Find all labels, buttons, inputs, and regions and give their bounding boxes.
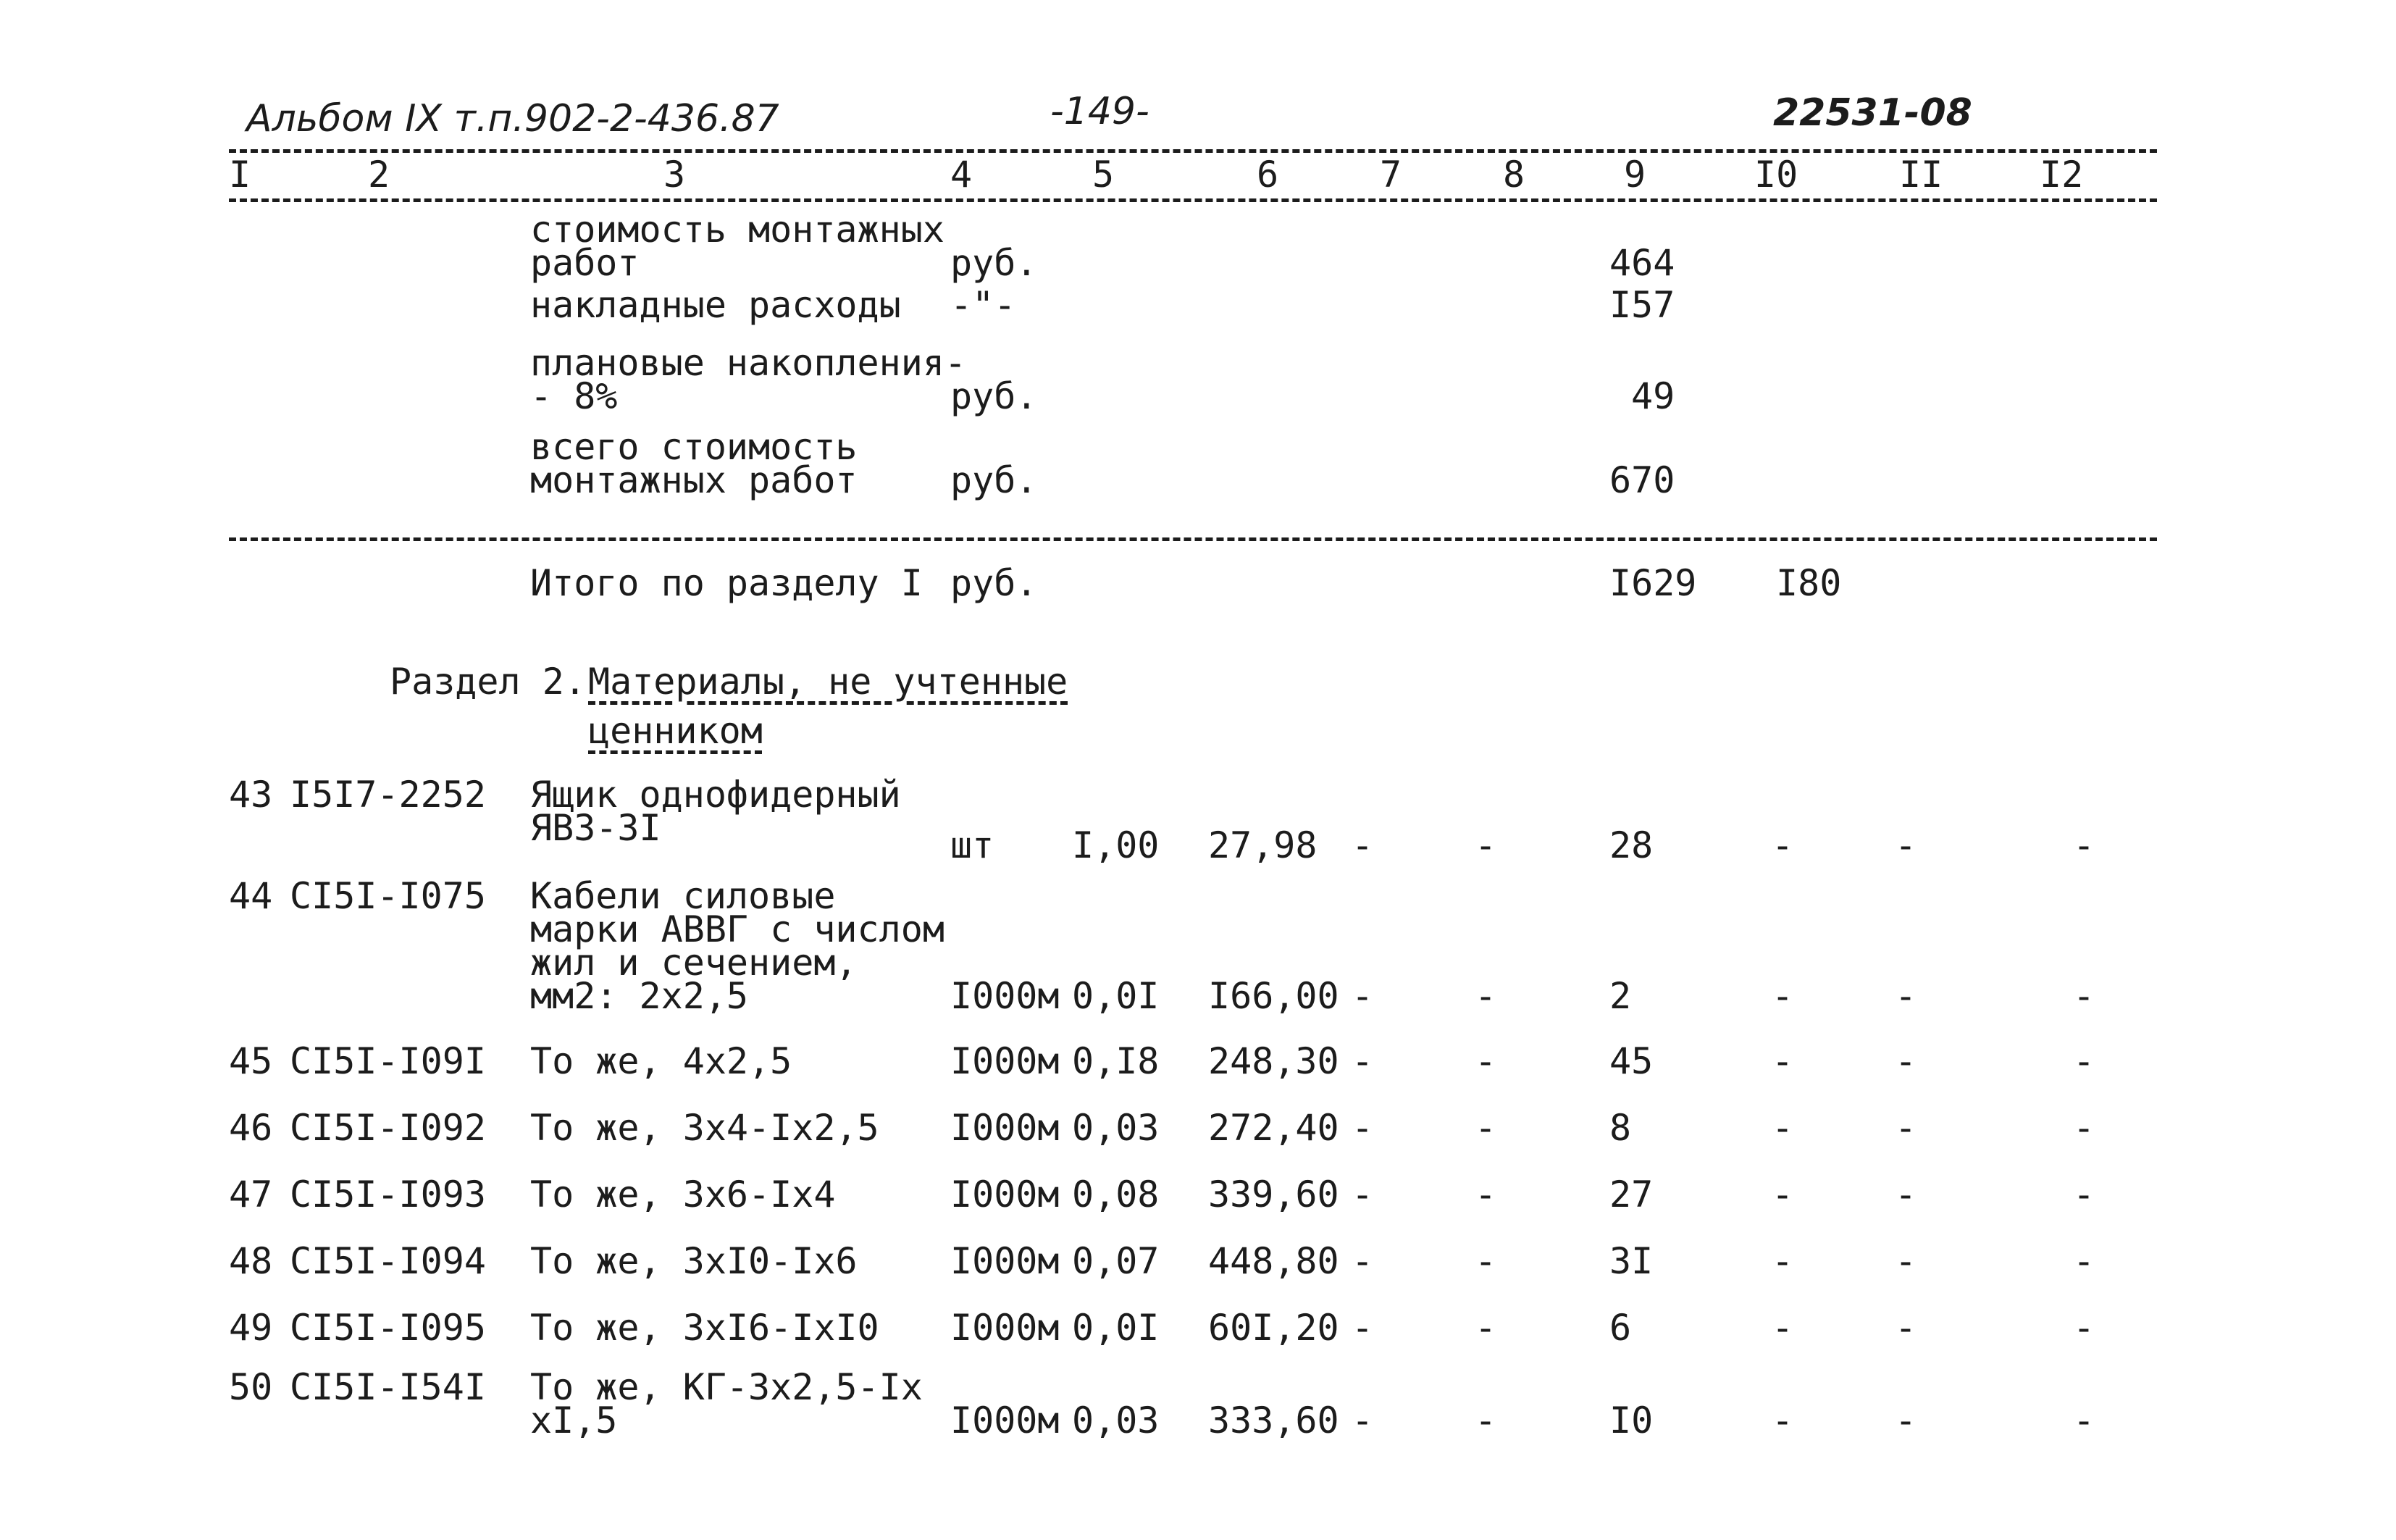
item-col10: - (1772, 1399, 1794, 1441)
item-quantity: I,00 (1072, 824, 1160, 866)
summary-row-col9: 464 (1609, 242, 1675, 284)
item-name: То же, 4х2,5 (530, 1040, 792, 1082)
item-col7: - (1352, 1040, 1374, 1082)
item-col8: - (1475, 1173, 1497, 1215)
item-quantity: 0,I8 (1072, 1040, 1160, 1082)
column-header: I2 (2040, 154, 2084, 196)
column-header: 8 (1503, 154, 1525, 196)
item-col10: - (1772, 1240, 1794, 1282)
item-number: 49 (229, 1307, 273, 1349)
item-col9: I0 (1609, 1399, 1654, 1441)
item-number: 50 (229, 1366, 273, 1408)
item-col9: 27 (1609, 1173, 1654, 1215)
item-price: 27,98 (1208, 824, 1318, 866)
item-col9: 45 (1609, 1040, 1654, 1082)
item-col8: - (1475, 1307, 1497, 1349)
item-name: То же, 3хI6-IхI0 (530, 1307, 879, 1349)
item-col9: 28 (1609, 824, 1654, 866)
item-col8: - (1475, 975, 1497, 1017)
summary-row-unit: руб. (950, 459, 1038, 501)
item-number: 47 (229, 1173, 273, 1215)
total-col9: I629 (1609, 562, 1697, 604)
item-code: CI5I-I092 (290, 1107, 486, 1149)
item-number: 45 (229, 1040, 273, 1082)
item-unit: I000м (950, 1173, 1060, 1215)
summary-row-name: стоимость монтажных работ (530, 209, 944, 284)
summary-row-unit: руб. (950, 375, 1038, 417)
item-col9: 2 (1609, 975, 1632, 1017)
header-bottom-rule (229, 198, 2157, 202)
item-col7: - (1352, 1307, 1374, 1349)
item-code: CI5I-I09I (290, 1040, 486, 1082)
total-label: Итого по разделу I (530, 562, 923, 604)
item-unit: I000м (950, 1040, 1060, 1082)
section-label: Раздел 2. (390, 661, 586, 703)
column-header: I0 (1754, 154, 1798, 196)
item-code: CI5I-I075 (290, 875, 486, 917)
item-quantity: 0,0I (1072, 975, 1160, 1017)
item-col10: - (1772, 975, 1794, 1017)
summary-row-name: накладные расходы (530, 284, 901, 326)
item-col7: - (1352, 1240, 1374, 1282)
summary-row-name: всего стоимость монтажных работ (530, 426, 858, 501)
item-col11: - (1895, 824, 1917, 866)
item-col7: - (1352, 975, 1374, 1017)
item-col11: - (1895, 1307, 1917, 1349)
item-col7: - (1352, 1173, 1374, 1215)
item-price: 448,80 (1208, 1240, 1339, 1282)
item-col11: - (1895, 1040, 1917, 1082)
item-col12: - (2073, 975, 2095, 1017)
item-col11: - (1895, 975, 1917, 1017)
column-header: II (1899, 154, 1943, 196)
summary-row-unit: -"- (950, 284, 1016, 326)
column-header: 5 (1092, 154, 1115, 196)
item-price: I66,00 (1208, 975, 1339, 1017)
item-col9: 6 (1609, 1307, 1632, 1349)
item-price: 60I,20 (1208, 1307, 1339, 1349)
item-unit: I000м (950, 1307, 1060, 1349)
item-number: 46 (229, 1107, 273, 1149)
column-header: 2 (368, 154, 390, 196)
item-quantity: 0,08 (1072, 1173, 1160, 1215)
item-col7: - (1352, 1399, 1374, 1441)
column-header: I (229, 154, 251, 196)
item-code: CI5I-I093 (290, 1173, 486, 1215)
item-number: 43 (229, 774, 273, 816)
item-col10: - (1772, 1173, 1794, 1215)
column-header: 4 (950, 154, 973, 196)
item-col11: - (1895, 1173, 1917, 1215)
item-col12: - (2073, 1240, 2095, 1282)
item-col11: - (1895, 1240, 1917, 1282)
document-code: 22531-08 (1773, 91, 1972, 135)
column-header: 3 (663, 154, 686, 196)
item-quantity: 0,03 (1072, 1107, 1160, 1149)
item-col7: - (1352, 824, 1374, 866)
item-col12: - (2073, 824, 2095, 866)
item-col12: - (2073, 1107, 2095, 1149)
item-name: Кабели силовые марки АВВГ с числом жил и сечением, мм2: 2х2,5 (530, 875, 944, 1017)
item-code: I5I7-2252 (290, 774, 486, 816)
column-header: 6 (1257, 154, 1279, 196)
item-unit: I000м (950, 1240, 1060, 1282)
item-col11: - (1895, 1399, 1917, 1441)
summary-row-unit: руб. (950, 242, 1038, 284)
item-col7: - (1352, 1107, 1374, 1149)
item-col11: - (1895, 1107, 1917, 1149)
item-unit: I000м (950, 1107, 1060, 1149)
item-name: Ящик однофидерный ЯВЗ-3I (530, 774, 901, 849)
page-number: -149- (1050, 90, 1149, 133)
total-col10: I80 (1776, 562, 1842, 604)
item-name: То же, 3х6-Iх4 (530, 1173, 836, 1215)
item-code: CI5I-I094 (290, 1240, 486, 1282)
item-price: 333,60 (1208, 1399, 1339, 1441)
column-header: 9 (1624, 154, 1646, 196)
item-number: 48 (229, 1240, 273, 1282)
item-col12: - (2073, 1173, 2095, 1215)
summary-row-col9: I57 (1609, 284, 1675, 326)
item-col12: - (2073, 1399, 2095, 1441)
item-col9: 8 (1609, 1107, 1632, 1149)
item-number: 44 (229, 875, 273, 917)
section-title-line-1: Материалы, не учтенные (588, 661, 1068, 703)
section-title-line-2: ценником (588, 710, 763, 752)
column-header: 7 (1380, 154, 1402, 196)
item-col12: - (2073, 1307, 2095, 1349)
item-name: То же, 3хI0-Iх6 (530, 1240, 858, 1282)
item-quantity: 0,0I (1072, 1307, 1160, 1349)
item-unit: шт (950, 824, 994, 866)
item-unit: I000м (950, 1399, 1060, 1441)
summary-row-col9: 49 (1631, 375, 1675, 417)
header-top-rule (229, 149, 2157, 153)
item-col8: - (1475, 1107, 1497, 1149)
item-col8: - (1475, 824, 1497, 866)
summary-row-name: плановые накопления- - 8% (530, 342, 967, 417)
item-col10: - (1772, 824, 1794, 866)
item-price: 339,60 (1208, 1173, 1339, 1215)
item-code: CI5I-I095 (290, 1307, 486, 1349)
summary-row-col9: 670 (1609, 459, 1675, 501)
item-unit: I000м (950, 975, 1060, 1017)
item-price: 248,30 (1208, 1040, 1339, 1082)
item-col8: - (1475, 1399, 1497, 1441)
item-name: То же, 3х4-Iх2,5 (530, 1107, 879, 1149)
item-col12: - (2073, 1040, 2095, 1082)
item-quantity: 0,07 (1072, 1240, 1160, 1282)
total-unit: руб. (950, 562, 1038, 604)
item-col8: - (1475, 1040, 1497, 1082)
item-col8: - (1475, 1240, 1497, 1282)
item-name: То же, КГ-3х2,5-Iх хI,5 (530, 1366, 923, 1441)
album-reference: Альбом IX т.п.902-2-436.87 (246, 97, 779, 141)
item-col10: - (1772, 1307, 1794, 1349)
item-code: CI5I-I54I (290, 1366, 486, 1408)
total-separator-rule (229, 537, 2157, 541)
item-col9: 3I (1609, 1240, 1654, 1282)
item-col10: - (1772, 1107, 1794, 1149)
item-col10: - (1772, 1040, 1794, 1082)
item-quantity: 0,03 (1072, 1399, 1160, 1441)
item-price: 272,40 (1208, 1107, 1339, 1149)
